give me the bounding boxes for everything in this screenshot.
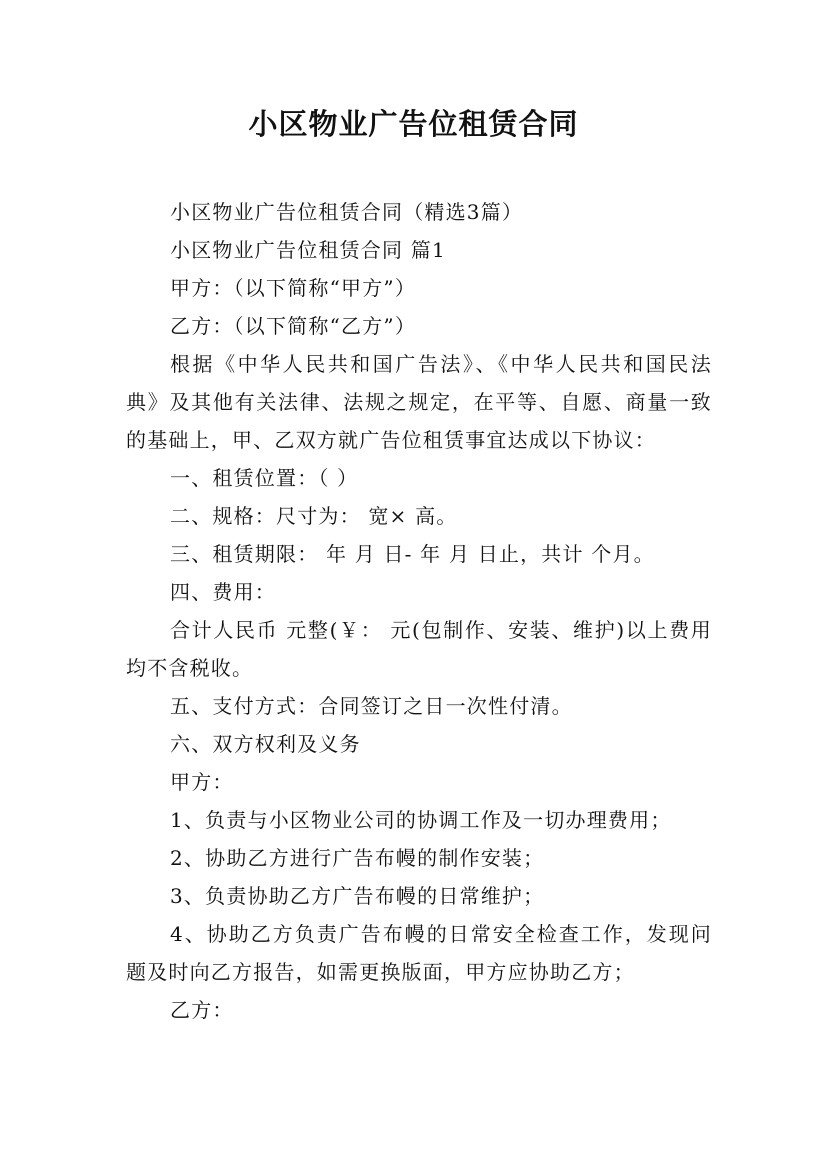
paragraph-subtitle: 小区物业广告位租赁合同（精选3篇） — [170, 200, 524, 224]
party-a-duty-2: 2、协助乙方进行广告布幔的制作安装； — [170, 846, 545, 870]
paragraph-preamble: 根据《中华人民共和国广告法》、《中华人民共和国民法典》及其他有关法律、法规之规定，在平等、自愿、商量一致的基础上，甲、乙双方就广告位租赁事宜达成以下协议： — [126, 352, 712, 452]
paragraph-party-a: 甲方：（以下简称“甲方”） — [170, 276, 417, 300]
clause-location: 一、租赁位置：（ ） — [170, 466, 359, 490]
party-b-heading: 乙方： — [170, 998, 234, 1022]
document-title: 小区物业广告位租赁合同 — [248, 107, 579, 141]
party-a-duty-4: 4、协助乙方负责广告布幔的日常安全检查工作，发现问题及时向乙方报告，如需更换版面，甲方应协助乙方； — [126, 922, 712, 984]
document-body — [126, 193, 712, 1029]
clause-fees-amount: 合计人民币 元整(￥： 元(包制作、安装、维护)以上费用均不含税收。 — [126, 618, 712, 680]
party-a-heading: 甲方： — [170, 770, 234, 794]
party-a-duty-3: 3、负责协助乙方广告布幔的日常维护； — [170, 884, 545, 908]
clause-fees: 四、费用： — [170, 580, 276, 604]
clause-specification: 二、规格：尺寸为： 宽× 高。 — [170, 504, 458, 528]
paragraph-section-heading: 小区物业广告位租赁合同 篇1 — [170, 238, 446, 262]
party-a-duty-1: 1、负责与小区物业公司的协调工作及一切办理费用； — [170, 808, 672, 832]
clause-term: 三、租赁期限： 年 月 日- 年 月 日止，共计 个月。 — [170, 542, 655, 566]
clause-rights: 六、双方权利及义务 — [170, 732, 361, 756]
paragraph-party-b: 乙方：（以下简称“乙方”） — [170, 314, 417, 338]
clause-payment: 五、支付方式：合同签订之日一次性付清。 — [170, 694, 573, 718]
